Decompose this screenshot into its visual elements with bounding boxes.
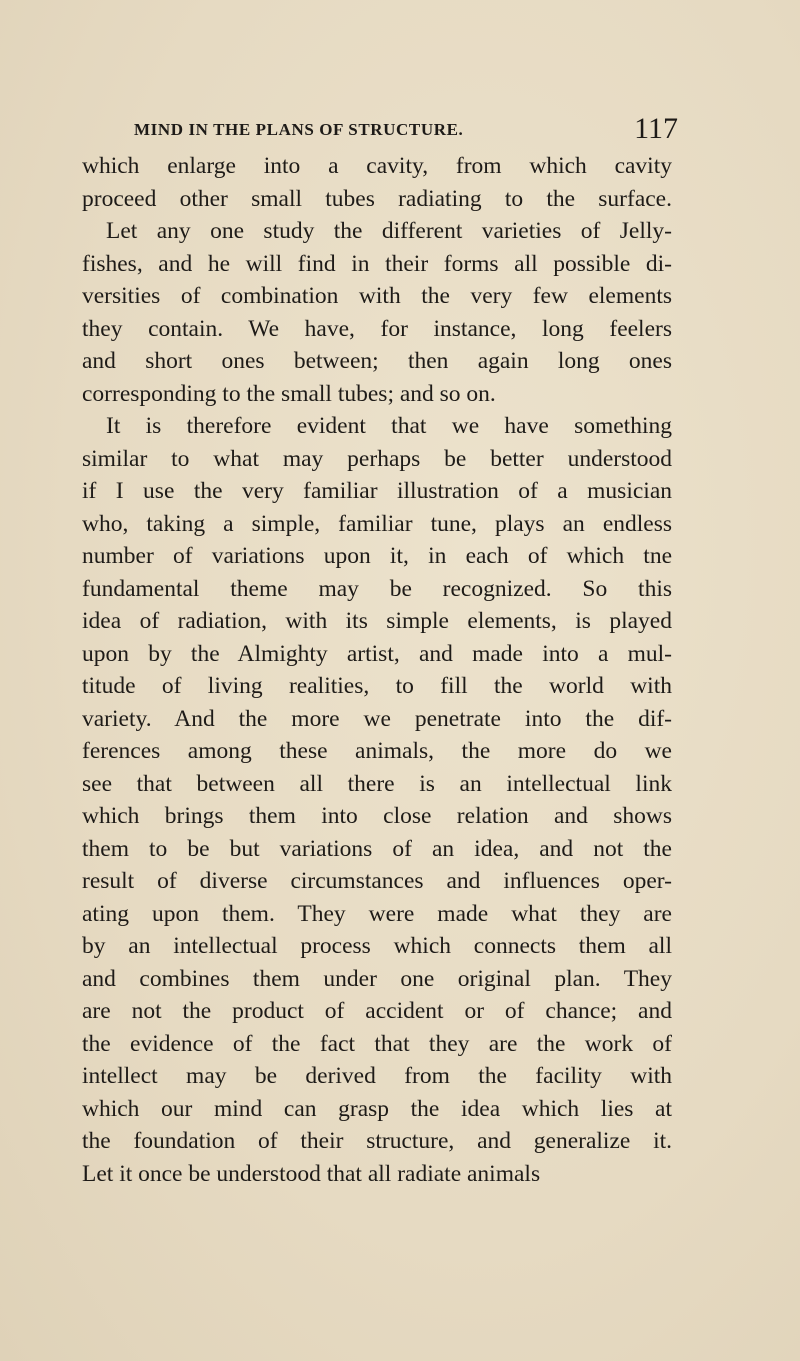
text-line: are not the product of accident or of chance; and [82, 998, 672, 1024]
text-line: variety. And the more we penetrate into the dif- [82, 705, 672, 732]
text-line: ferences among these animals, the more do we [82, 738, 672, 764]
text-line: the evidence of the fact that they are the work of [82, 1030, 672, 1057]
text-line: It is therefore evident that we have something [106, 413, 672, 439]
text-line: and short ones between; then again long ones [82, 348, 672, 374]
text-line: titude of living realities, to fill the world with [82, 673, 672, 699]
running-title: MIND IN THE PLANS OF STRUCTURE. [134, 120, 464, 139]
text-line: idea of radiation, with its simple elements, is played [82, 608, 672, 634]
body-text [82, 150, 672, 1190]
text-line: similar to what may perhaps be better understood [82, 445, 672, 472]
text-line: result of diverse circumstances and influences oper- [82, 868, 672, 894]
text-line: and combines them under one original plan. They [82, 965, 672, 992]
text-line: Let it once be understood that all radiate animals [82, 1160, 541, 1187]
text-line: if I use the very familiar illustration of a musician [82, 478, 672, 504]
text-line: Let any one study the different varieties of Jelly- [106, 218, 672, 244]
text-line: see that between all there is an intellectual link [82, 770, 672, 797]
text-line: the foundation of their structure, and generalize it. [82, 1128, 672, 1154]
text-line: which enlarge into a cavity, from which cavity [82, 153, 672, 179]
text-line: fishes, and he will find in their forms all possible di- [82, 250, 672, 277]
text-line: by an intellectual process which connects them all [82, 933, 672, 959]
text-line: which brings them into close relation and shows [82, 803, 672, 829]
text-line: corresponding to the small tubes; and so on. [82, 380, 496, 407]
text-line: intellect may be derived from the facility with [82, 1063, 672, 1089]
text-line: versities of combination with the very few elements [82, 283, 672, 309]
text-line: upon by the Almighty artist, and made into a mul- [82, 640, 672, 667]
text-line: fundamental theme may be recognized. So this [82, 575, 672, 602]
text-line: them to be but variations of an idea, and not the [82, 835, 672, 862]
page-number: 117 [634, 112, 678, 145]
text-line: proceed other small tubes radiating to the surface. [82, 185, 672, 212]
text-line: which our mind can grasp the idea which lies at [82, 1095, 672, 1122]
text-line: they contain. We have, for instance, long feelers [82, 315, 672, 342]
text-line: ating upon them. They were made what they are [82, 900, 672, 927]
text-line: number of variations upon it, in each of which tne [82, 543, 672, 569]
running-head [82, 112, 678, 148]
text-line: who, taking a simple, familiar tune, plays an endless [82, 510, 672, 537]
